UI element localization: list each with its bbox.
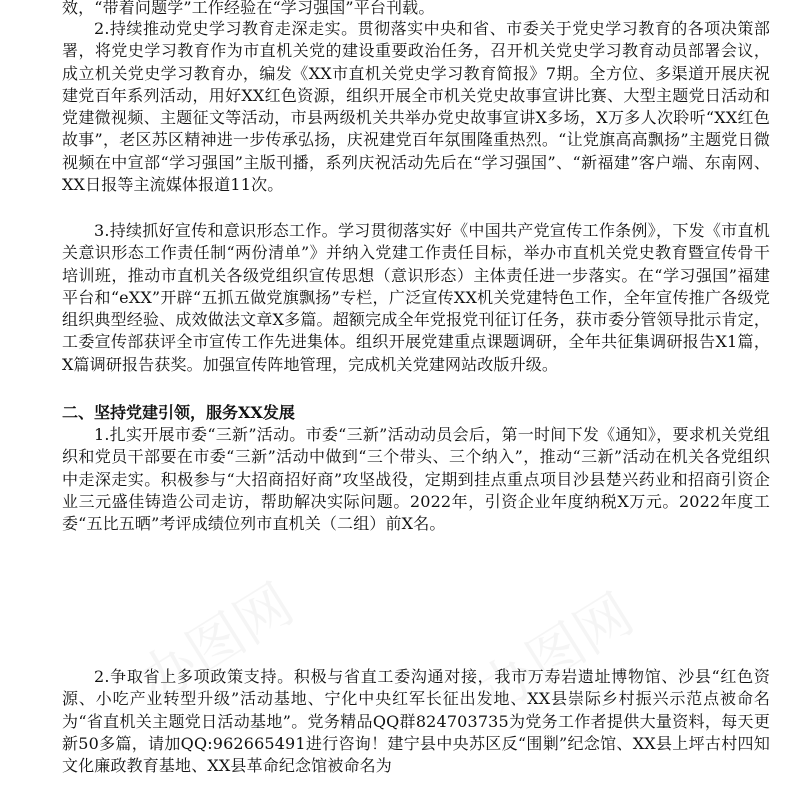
paragraph-propaganda-ideology: 3.持续抓好宣传和意识形态工作。学习贯彻落实好《中国共产党宣传工作条例》，下发《市直机关意识形态工作责任制“两份清单”》并纳入党建工作责任目标，举办市直机关党史教育暨宣传骨干培训班，推动市直机关各级党组织宣传思想（意识形态）主体责任进一步落实。在“学习强国”福建平台和“eXX”开辟“五抓五做党旗飘扬”专栏，广泛宣传XX机关党建特色工作，全年宣传推广各级党组织典型经验、成效做法文章X多篇。超额完成全年党报党刊征订任务，获市委分管领导批示肯定，工委宣传部获评全市宣传工作先进集体。组织开展党建重点课题调研，全年共征集调研报告X1篇，X篇调研报告获奖。加强宣传阵地管理，完成机关党建网站改版升级。 [62, 221, 770, 374]
paragraph-fragment-top: 效，“带着问题学”工作经验在“学习强国”平台刊载。 [62, 0, 435, 17]
section-heading-2: 二、坚持党建引领，服务XX发展 [62, 403, 295, 422]
paragraph-san-xin-activity: 1.扎实开展市委“三新”活动。市委“三新”活动动员会后，第一时间下发《通知》，要求机关党组织和党员干部要在市委“三新”活动中做到“三个带头、三个纳入”，推动“三新”活动在机关各党组织中走深走实。积极参与“大招商招好商”攻坚战役，定期到挂点重点项目沙县楚兴药业和招商引资企业三元盛佳铸造公司走访，帮助解决实际问题。2022年，引资企业年度纳税X万元。2022年度工委“五比五晒”考评成绩位列市直机关（二组）前X名。 [62, 425, 770, 534]
watermark-right: 办图网 [467, 581, 645, 726]
paragraph-provincial-policy-support: 2.争取省上多项政策支持。积极与省直工委沟通对接，我市万寿岩遗址博物馆、沙县“红色资源、小吃产业转型升级”活动基地、宁化中央红军长征出发地、XX县崇际乡村振兴示范点被命名为“省直机关主题党日活动基地”。党务精品QQ群824703735为党务工作者提供大量资料，每天更新50多篇，请加QQ:962665491进行咨询！建宁县中央苏区反“围剿”纪念馆、XX县上坪古村四知文化廉政教育基地、XX县革命纪念馆被命名为 [62, 667, 770, 776]
watermark-left: 办图网 [127, 571, 305, 716]
paragraph-party-history-education: 2.持续推动党史学习教育走深走实。贯彻落实中央和省、市委关于党史学习教育的各项决策部署，将党史学习教育作为市直机关党的建设重要政治任务，召开机关党史学习教育动员部署会议，成立机关党史学习教育办，编发《XX市直机关党史学习教育简报》7期。全方位、多渠道开展庆祝建党百年系列活动，用好XX红色资源，组织开展全市机关党史故事宣讲比赛、大型主题党日活动和党建微视频、主题征文等活动，市县两级机关共举办党史故事宣讲X多场，X万多人次聆听“XX红色故事”，老区苏区精神进一步传承弘扬，庆祝建党百年氛围隆重热烈。“让党旗高高飘扬”主题党日微视频在中宣部“学习强国”主版刊播，系列庆祝活动先后在“学习强国”、“新福建”客户端、东南网、XX日报等主流媒体报道11次。 [62, 19, 770, 195]
